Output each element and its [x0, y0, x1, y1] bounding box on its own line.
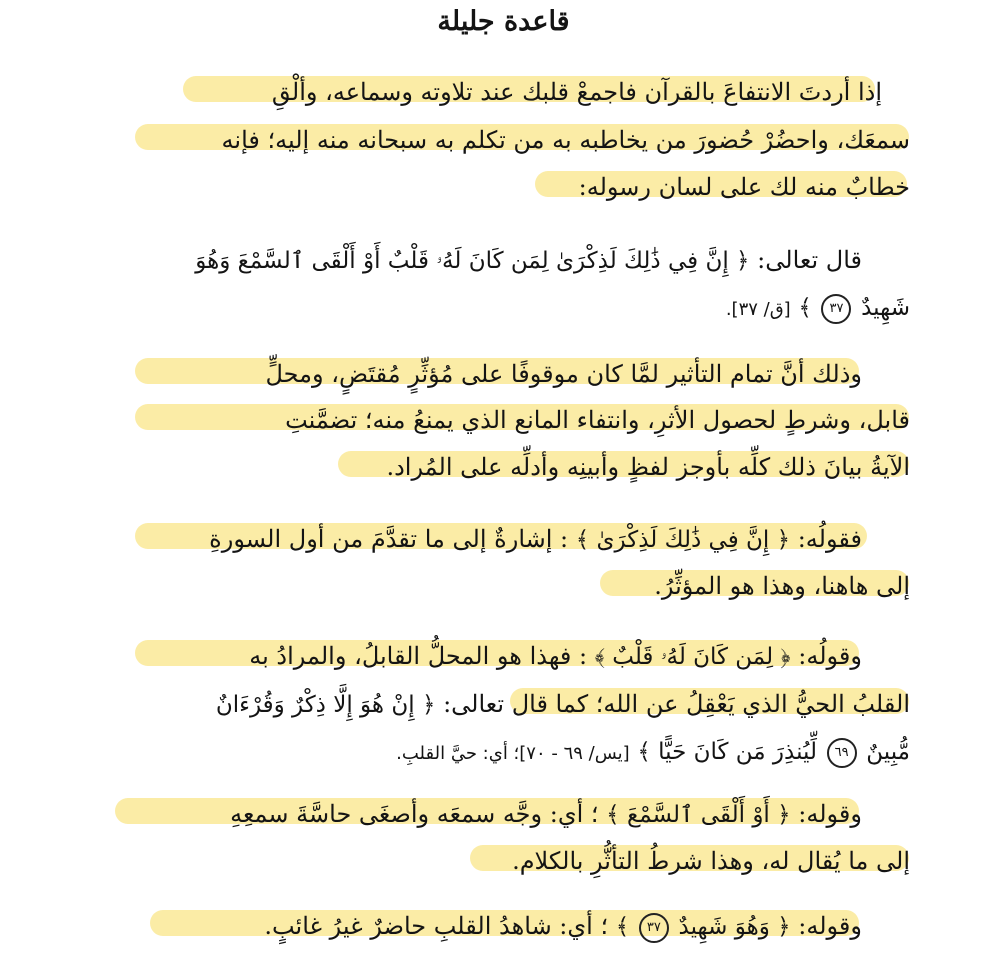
quran-quote — [209, 519, 862, 559]
ayah-number-icon: ٦٩ — [827, 738, 857, 768]
verse-text: ﴿ وَهُوَ شَهِيدٌ — [678, 914, 791, 940]
page-title: قاعدة جليلة — [437, 6, 570, 37]
paragraph-text: : إشارةٌ إلى ما تقدَّمَ من أول السورةِ — [209, 525, 569, 553]
verse-text: شَهِيدٌ — [861, 295, 910, 321]
verse-text: ﴿ لِمَن كَانَ لَهُۥ قَلْبٌ ﴾ — [594, 644, 791, 670]
paragraph-text: ؛ أي: وجَّه سمعَه وأصغَى حاسَّةَ سمعِهِ — [230, 800, 599, 828]
quran-quote — [249, 636, 862, 676]
paragraph-line: خطابٌ منه لك على لسان رسوله: — [578, 173, 910, 201]
paragraph-text: ؛ أي: شاهدُ القلبِ حاضرٌ غيرُ غائبٍ. — [264, 912, 609, 940]
verse-text: لِّيُنذِرَ مَن كَانَ حَيًّا ﴾ — [637, 739, 817, 765]
quote-lead: وقوله: — [798, 912, 862, 940]
quran-quote — [264, 906, 862, 946]
paragraph-line: إلى هاهنا، وهذا هو المؤثِّرُ. — [654, 572, 910, 600]
quran-quote — [230, 794, 862, 834]
verse-bracket: ﴾ — [798, 295, 812, 321]
paragraph-line: إلى ما يُقال له، وهذا شرطُ التأثُّرِ بالكلام. — [512, 847, 910, 875]
ayah-number-icon: ٣٧ — [821, 294, 851, 324]
quran-quote — [216, 684, 910, 724]
paragraph-text: : فهذا هو المحلُّ القابلُ، والمرادُ به — [249, 642, 588, 670]
quote-lead: قال تعالى: — [757, 246, 862, 274]
quote-lead: وقولُه: — [798, 642, 862, 670]
verse-bracket: ﴾ — [615, 914, 630, 940]
verse-text: ﴿ إِنَّ فِي ذَٰلِكَ لَذِكْرَىٰ ﴾ — [575, 527, 791, 553]
paragraph-line: قابل، وشرطٍ لحصول الأثرِ، وانتفاء المانع الذي يمنعُ منه؛ تضمَّنتِ — [285, 406, 910, 434]
quran-quote — [726, 287, 910, 327]
paragraph-text: القلبُ الحيُّ الذي يَعْقِلُ عن الله؛ كما قال تعالى: — [443, 690, 910, 718]
verse-reference: [ق/ ٣٧]. — [725, 299, 791, 320]
paragraph-line: الآيةُ بيانَ ذلك كلِّه بأوجز لفظٍ وأبينِه وأدلِّه على المُراد. — [386, 453, 910, 481]
verse-reference: [يس/ ٦٩ - ٧٠]؛ أي: حيَّ القلبِ. — [396, 743, 630, 764]
paragraph-line: وذلك أنَّ تمام التأثير لمَّا كان موقوفًا على مُؤثِّرٍ مُقتَضٍ، ومحلٍّ — [265, 360, 862, 388]
verse-text: ﴿ إِنَّ فِي ذَٰلِكَ لَذِكْرَىٰ لِمَن كَانَ لَهُۥ قَلْبٌ أَوْ أَلْقَى ٱلسَّمْعَ وَهُوَ — [195, 248, 750, 274]
verse-text: مُّبِينٌ — [866, 739, 910, 765]
verse-text: ﴿ أَوْ أَلْقَى ٱلسَّمْعَ ﴾ — [606, 802, 791, 828]
quran-quote — [195, 240, 862, 280]
quote-lead: فقولُه: — [797, 525, 862, 553]
ayah-number-icon: ٣٧ — [639, 913, 669, 943]
quote-lead: وقوله: — [798, 800, 862, 828]
paragraph-line: سمعَك، واحضُرْ حُضورَ من يخاطبه به من تكلم به سبحانه منه إليه؛ فإنه — [221, 126, 910, 154]
quran-quote — [396, 731, 910, 771]
paragraph-line: إذا أردتَ الانتفاعَ بالقرآن فاجمعْ قلبك عند تلاوته وسماعه، وألْقِ — [271, 78, 882, 106]
verse-text: ﴿ إِنْ هُوَ إِلَّا ذِكْرٌ وَقُرْءَانٌ — [215, 692, 436, 718]
